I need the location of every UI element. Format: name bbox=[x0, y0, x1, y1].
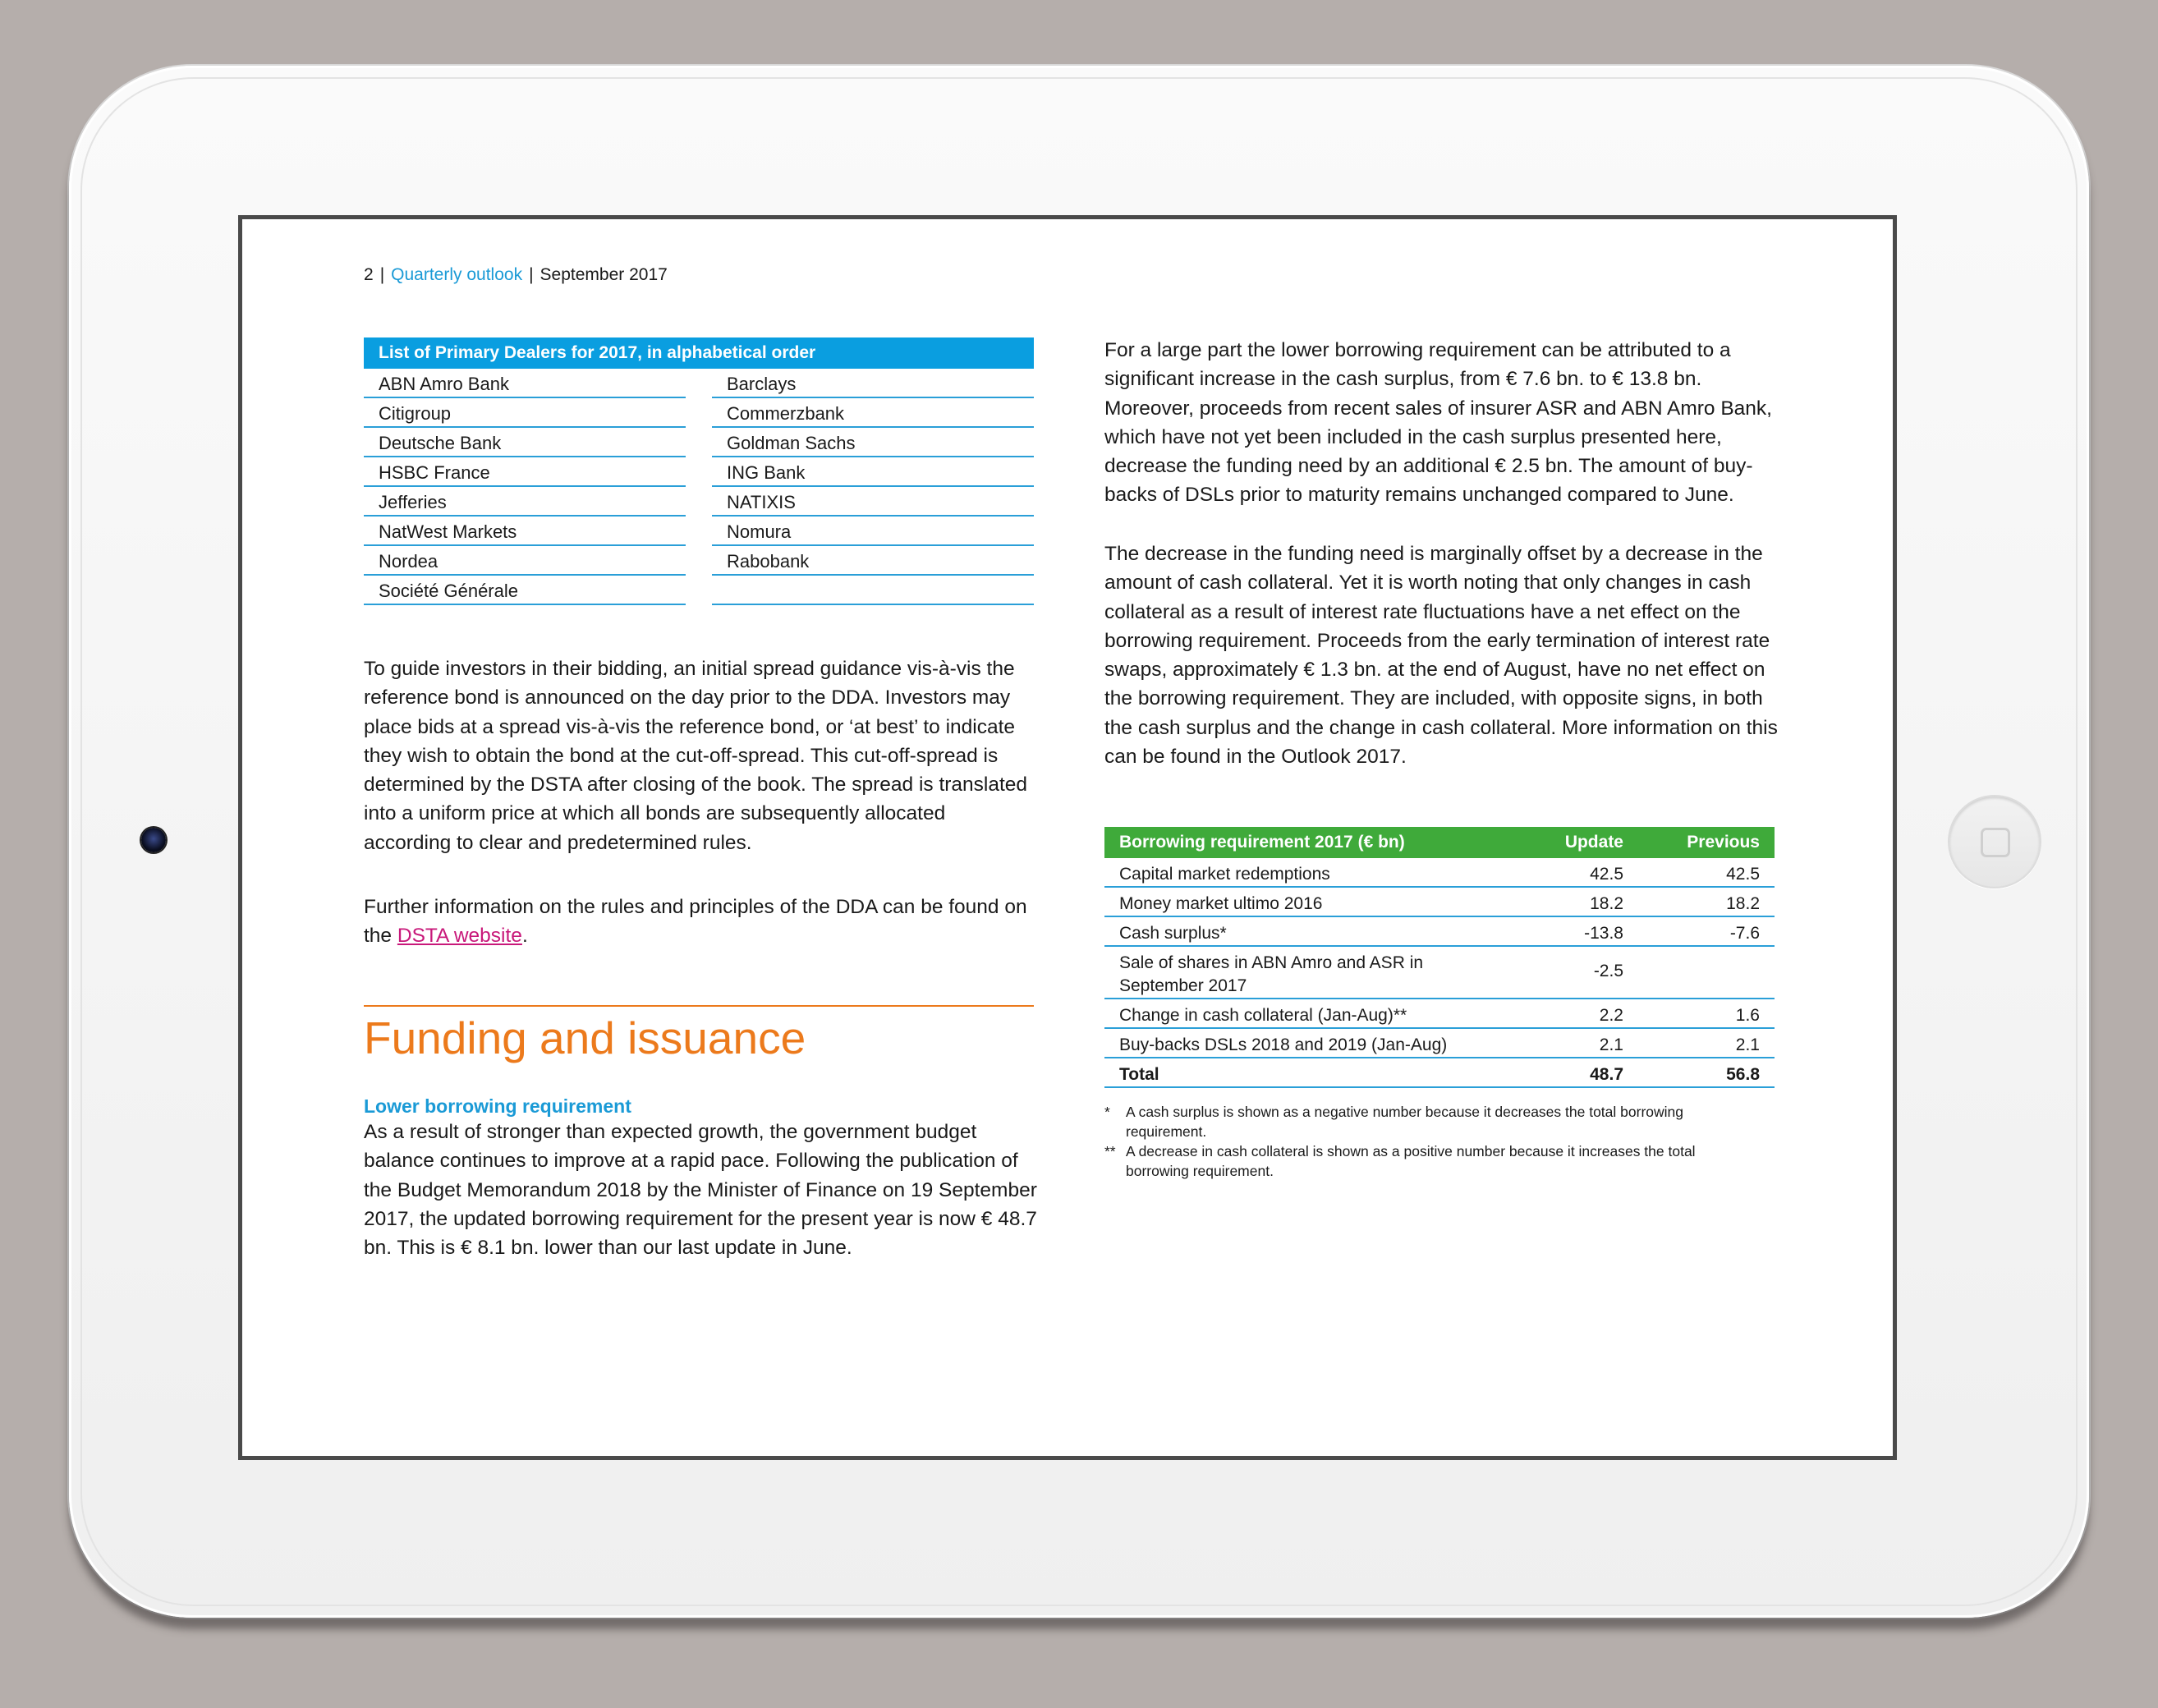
header-previous: Previous bbox=[1687, 833, 1760, 852]
home-square-icon bbox=[1981, 828, 2010, 857]
header-section: Quarterly outlook bbox=[391, 265, 523, 284]
header-separator: | bbox=[379, 265, 385, 284]
dealer-row bbox=[364, 428, 686, 457]
dealer-row bbox=[364, 546, 686, 576]
row-update: 42.5 bbox=[1590, 865, 1623, 884]
dealer-name: Jefferies bbox=[379, 492, 447, 512]
dealer-row bbox=[364, 369, 686, 398]
row-label: Money market ultimo 2016 bbox=[1119, 894, 1323, 913]
home-button[interactable] bbox=[1948, 795, 2041, 888]
header-update: Update bbox=[1564, 833, 1623, 852]
dealer-row bbox=[364, 487, 686, 517]
table-row bbox=[1104, 917, 1775, 947]
spread-guidance-paragraph: To guide investors in their bidding, an initial spread guidance vis-à-vis the reference bond is announced on the day prior to the DDA. Investors may place bids at a spread vis-à-vis the reference bond, or ‘at best’ to indicate they wish to obtain the bond at the cut-off-spread. This cut-off-spread is determined by the DSTA after closing of the book. The spread is translated into a uniform price at which all bonds are subsequently allocated according to clear and predetermined rules. bbox=[364, 658, 1028, 854]
row-update: 2.1 bbox=[1599, 1035, 1623, 1054]
document-page bbox=[242, 219, 1893, 1456]
primary-dealers-table bbox=[364, 337, 1034, 607]
dsta-website-link[interactable]: DSTA website bbox=[397, 925, 522, 948]
dealer-row bbox=[712, 487, 1034, 517]
row-label: Total bbox=[1119, 1065, 1159, 1084]
table-row bbox=[1104, 947, 1775, 999]
row-label-line1: Sale of shares in ABN Amro and ASR in bbox=[1119, 953, 1424, 972]
dealer-name: Nomura bbox=[727, 521, 792, 542]
row-previous: 56.8 bbox=[1726, 1065, 1760, 1084]
page-number: 2 bbox=[364, 265, 374, 284]
dealer-row bbox=[364, 398, 686, 428]
footnote bbox=[1104, 1102, 1761, 1141]
row-previous: 42.5 bbox=[1726, 865, 1760, 884]
borrowing-table bbox=[1104, 827, 1775, 1088]
camera-icon bbox=[141, 828, 166, 852]
table-total-row bbox=[1104, 1058, 1775, 1088]
dealer-row bbox=[712, 398, 1034, 428]
row-update: 18.2 bbox=[1590, 894, 1623, 913]
page-header bbox=[364, 265, 668, 285]
dealer-name: Citigroup bbox=[379, 403, 452, 424]
dealer-row bbox=[712, 546, 1034, 576]
dealer-row bbox=[712, 576, 1034, 605]
dealer-row bbox=[364, 517, 686, 546]
row-label: Buy-backs DSLs 2018 and 2019 (Jan-Aug) bbox=[1119, 1035, 1448, 1054]
dealers-left-column bbox=[364, 369, 686, 605]
dealer-name: NATIXIS bbox=[727, 492, 796, 512]
row-label: Cash surplus* bbox=[1119, 924, 1227, 943]
dealer-name: NatWest Markets bbox=[379, 521, 517, 542]
header-date: September 2017 bbox=[540, 265, 668, 284]
dealer-row bbox=[364, 457, 686, 487]
row-previous: -7.6 bbox=[1729, 924, 1760, 943]
dealer-name: Barclays bbox=[727, 374, 797, 394]
row-previous: 2.1 bbox=[1735, 1035, 1760, 1054]
header-separator: | bbox=[529, 265, 534, 284]
footnote-text: A decrease in cash collateral is shown as a positive number because it increases the total borrowing requirement. bbox=[1126, 1143, 1696, 1179]
footnote-marker: ** bbox=[1104, 1143, 1116, 1159]
further-info-end: . bbox=[521, 925, 528, 948]
screen bbox=[238, 215, 1897, 1460]
dealers-right-column bbox=[712, 369, 1034, 605]
dealer-name: Goldman Sachs bbox=[727, 433, 856, 453]
dealer-name: ABN Amro Bank bbox=[379, 374, 509, 394]
section-divider bbox=[364, 1005, 1034, 1007]
dealer-name: Société Générale bbox=[379, 581, 518, 601]
table-row bbox=[1104, 858, 1775, 888]
row-previous: 1.6 bbox=[1735, 1006, 1760, 1025]
dealer-row bbox=[712, 457, 1034, 487]
primary-dealers-grid bbox=[364, 369, 1034, 607]
dealer-row bbox=[712, 428, 1034, 457]
right-paragraph-2: The decrease in the funding need is marginally offset by a decrease in the amount of cash collateral. Yet it is worth noting that only changes in cash collateral as a result of interest rate fluctuations have a net effect on the borrowing requirement. Proceeds from the early termination of interest rate swaps, approximately € 1.3 bn. at the end of August, have no net effect on the borrowing requirement. They are included, with opposite signs, in both the cash surplus and the change in cash collateral. More information on this can be found in the Outlook 2017. bbox=[1104, 543, 1778, 769]
section-body: As a result of stronger than expected growth, the government budget balance continues to improve at a rapid pace. Following the publication of the Budget Memorandum 2018 by the Minister of Finance on 19 September 2017, the updated borrowing requirement for the present year is now € 48.7 bn. This is € 8.1 bn. lower than our last update in June. bbox=[364, 1121, 1037, 1260]
row-previous: 18.2 bbox=[1726, 894, 1760, 913]
row-label bbox=[1119, 952, 1423, 998]
footnote-text: A cash surplus is shown as a negative number because it decreases the total borrowing requirement. bbox=[1126, 1104, 1683, 1140]
dealer-row bbox=[712, 369, 1034, 398]
further-info-text: Further information on the rules and principles of the DDA can be found on the bbox=[364, 896, 1027, 948]
footnote bbox=[1104, 1141, 1761, 1181]
primary-dealers-title: List of Primary Dealers for 2017, in alphabetical order bbox=[364, 337, 1034, 369]
dealer-name: HSBC France bbox=[379, 462, 490, 483]
dealer-name: ING Bank bbox=[727, 462, 806, 483]
section-title: Funding and issuance bbox=[364, 1012, 806, 1063]
section-subheading: Lower borrowing requirement bbox=[364, 1095, 631, 1117]
row-label-line2: September 2017 bbox=[1119, 976, 1247, 995]
row-update: 48.7 bbox=[1590, 1065, 1623, 1084]
dealer-name: Commerzbank bbox=[727, 403, 845, 424]
table-row bbox=[1104, 888, 1775, 917]
row-update: 2.2 bbox=[1599, 1006, 1623, 1025]
borrowing-table-header bbox=[1104, 827, 1775, 858]
row-update: -2.5 bbox=[1593, 962, 1623, 980]
row-label: Capital market redemptions bbox=[1119, 865, 1330, 884]
dealer-row bbox=[712, 517, 1034, 546]
dealer-name: Rabobank bbox=[727, 551, 810, 572]
dealer-name: Nordea bbox=[379, 551, 438, 572]
row-update: -13.8 bbox=[1584, 924, 1623, 943]
footnote-marker: * bbox=[1104, 1104, 1110, 1120]
dealer-name: Deutsche Bank bbox=[379, 433, 502, 453]
further-info-paragraph bbox=[364, 893, 1037, 951]
table-row bbox=[1104, 1029, 1775, 1058]
table-row bbox=[1104, 999, 1775, 1029]
table-footnotes bbox=[1104, 1102, 1761, 1181]
row-label: Change in cash collateral (Jan-Aug)** bbox=[1119, 1006, 1407, 1025]
header-label: Borrowing requirement 2017 (€ bn) bbox=[1119, 833, 1405, 852]
dealer-row bbox=[364, 576, 686, 605]
right-paragraph-1: For a large part the lower borrowing requirement can be attributed to a significant increase in the cash surplus, from € 7.6 bn. to € 13.8 bn. Moreover, proceeds from recent sales of insurer ASR and ABN Amro Bank, which have not yet been included in the cash surplus presented here, decrease the funding need by an additional € 2.5 bn. The amount of buy-backs of DSLs prior to maturity remains unchanged compared to June. bbox=[1104, 339, 1772, 507]
